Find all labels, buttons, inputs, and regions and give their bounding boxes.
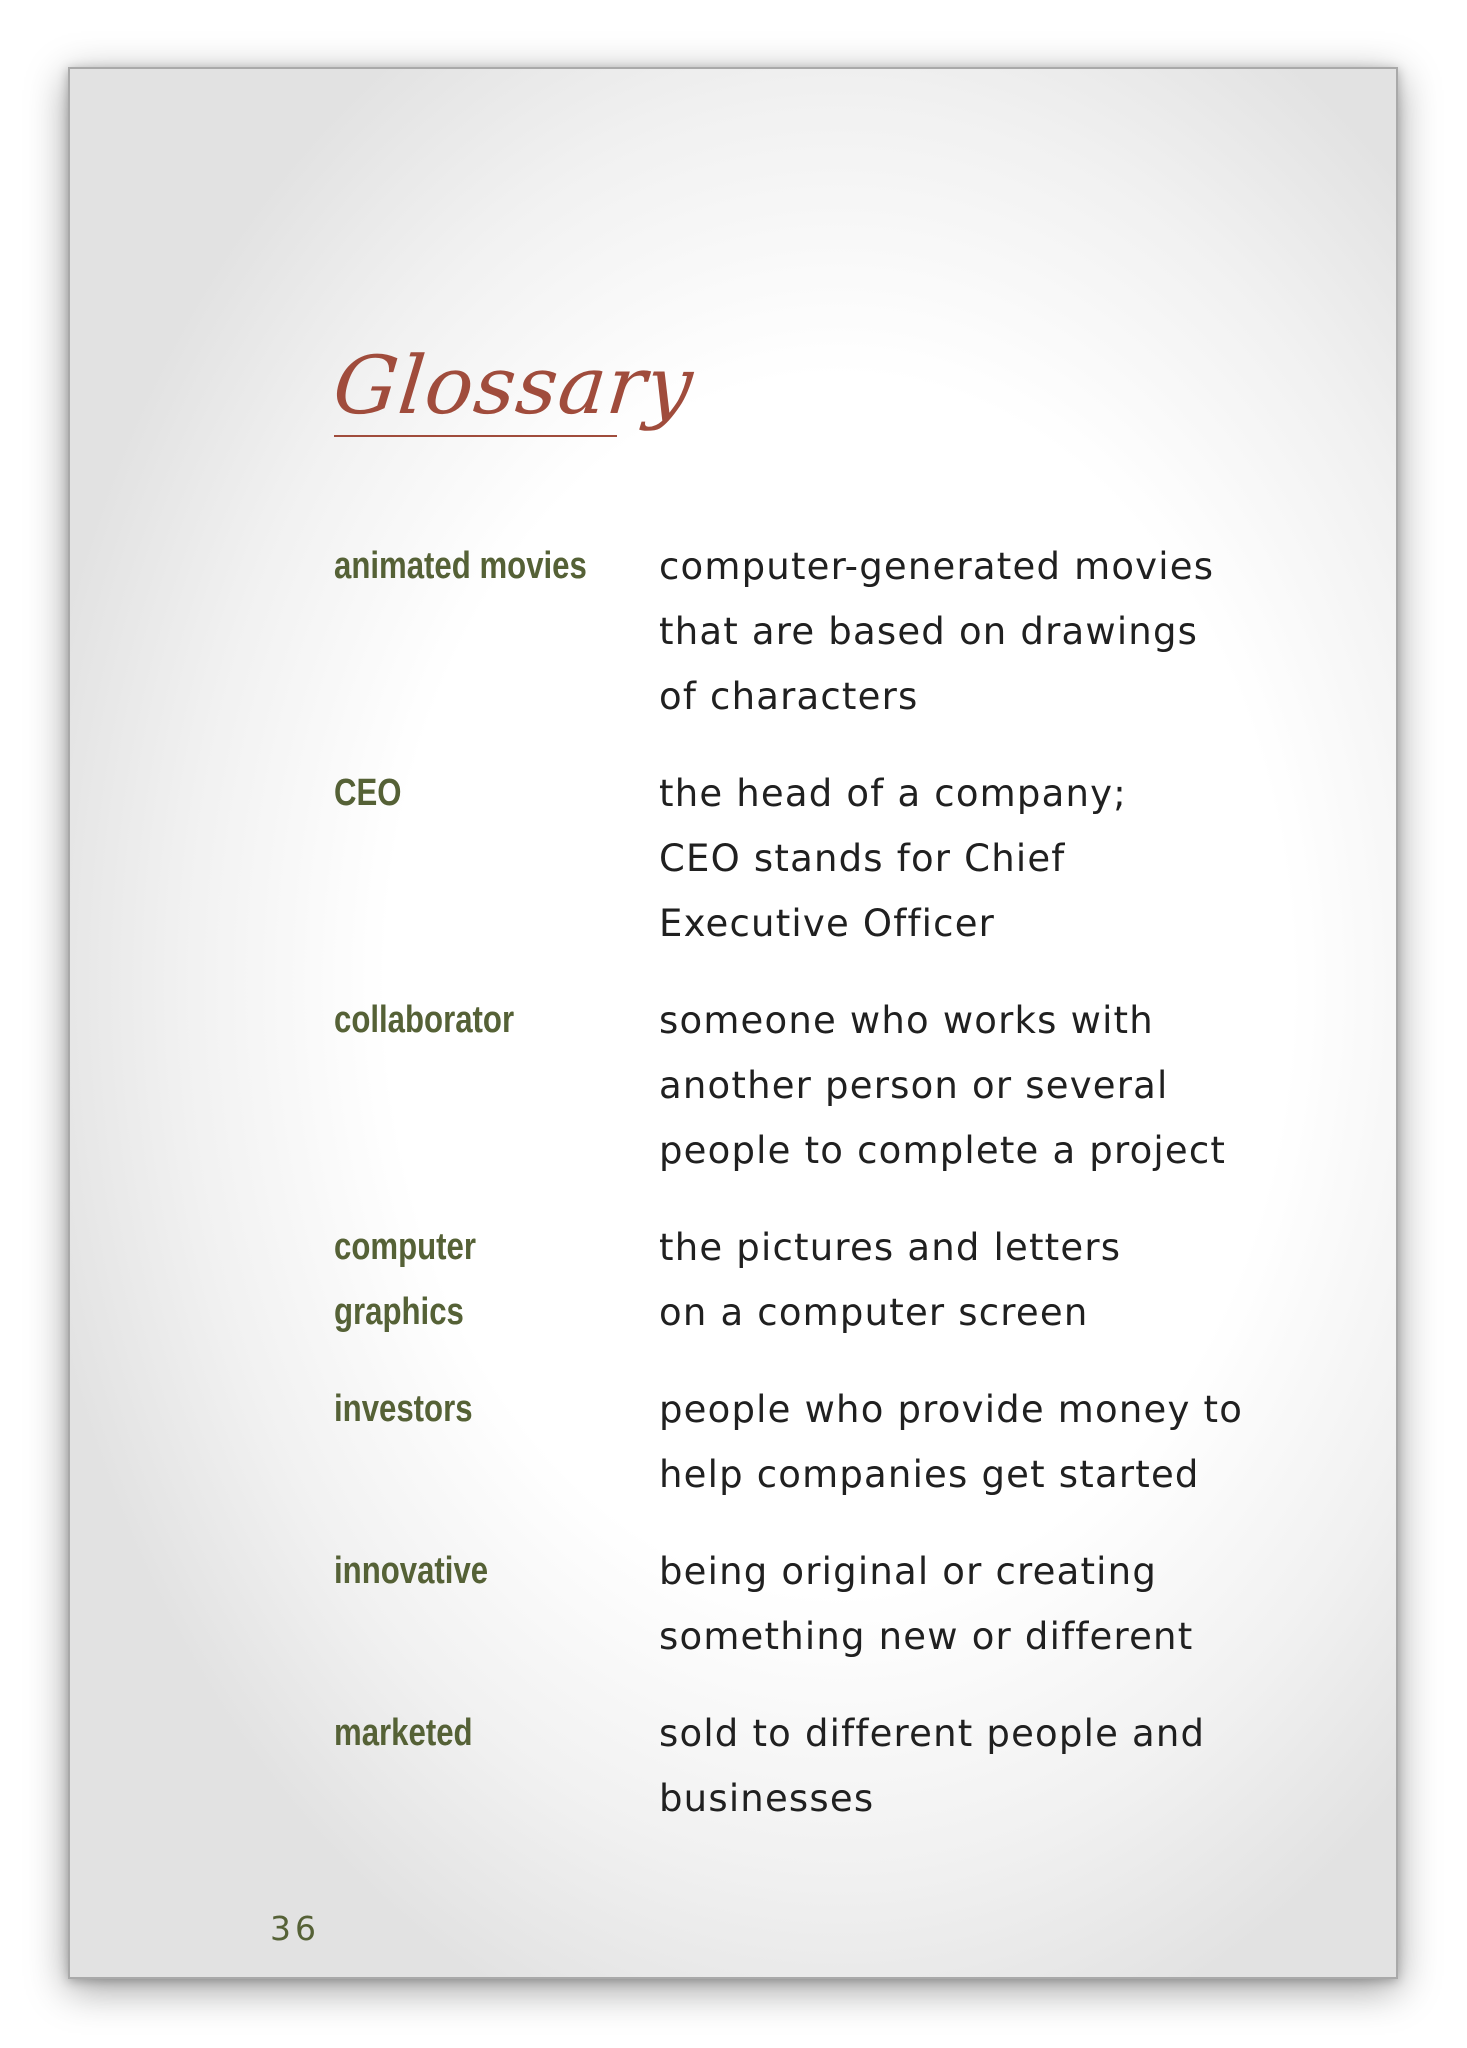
glossary-term-line: investors [334,1388,473,1430]
glossary-definition-line: people who provide money to [659,1388,1244,1431]
glossary-definition [659,1215,1334,1345]
page-title: Glossary [329,339,698,432]
glossary-term [334,761,601,826]
glossary-entry [334,534,1334,729]
glossary-definition-line: of characters [659,675,919,718]
glossary-list [334,534,1334,1863]
glossary-definition-line: CEO stands for Chief [659,837,1066,880]
glossary-definition [659,1539,1334,1669]
glossary-definition-line: on a computer screen [659,1291,1089,1334]
glossary-term [334,534,601,599]
glossary-term [334,988,601,1053]
book-page [68,67,1398,1979]
glossary-definition [659,1701,1334,1831]
glossary-entry [334,1377,1334,1507]
glossary-definition [659,534,1334,729]
glossary-definition-line: the head of a company; [659,772,1127,815]
glossary-definition-line: businesses [659,1777,875,1820]
glossary-heading [329,331,698,441]
glossary-definition-line: Executive Officer [659,902,996,945]
glossary-definition-line: another person or several [659,1064,1169,1107]
glossary-term-line: marketed [334,1712,473,1754]
glossary-entry [334,1215,1334,1345]
glossary-entry [334,988,1334,1183]
glossary-definition-line: computer-generated movies [659,545,1215,588]
glossary-definition [659,1377,1334,1507]
page-number: 36 [270,1909,320,1948]
glossary-definition-line: sold to different people and [659,1712,1206,1755]
glossary-term-line: animated movies [334,545,587,587]
glossary-definition-line: being original or creating [659,1550,1157,1593]
glossary-entry [334,1701,1334,1831]
glossary-term [334,1377,601,1442]
glossary-entry [334,1539,1334,1669]
glossary-term-line: computer [334,1226,476,1268]
glossary-term [334,1539,601,1604]
glossary-term-line: CEO [334,772,402,814]
glossary-entry [334,761,1334,956]
glossary-definition [659,988,1334,1183]
glossary-definition [659,761,1334,956]
glossary-definition-line: people to complete a project [659,1129,1227,1172]
glossary-term-line: innovative [334,1550,489,1592]
glossary-definition-line: help companies get started [659,1453,1200,1496]
glossary-term-line: graphics [334,1291,464,1333]
glossary-definition-line: someone who works with [659,999,1154,1042]
glossary-term [334,1701,601,1766]
glossary-term-line: collaborator [334,999,515,1041]
glossary-definition-line: the pictures and letters [659,1226,1122,1269]
glossary-definition-line: something new or different [659,1615,1194,1658]
glossary-definition-line: that are based on drawings [659,610,1199,653]
glossary-term [334,1215,601,1345]
title-underline [334,435,617,437]
